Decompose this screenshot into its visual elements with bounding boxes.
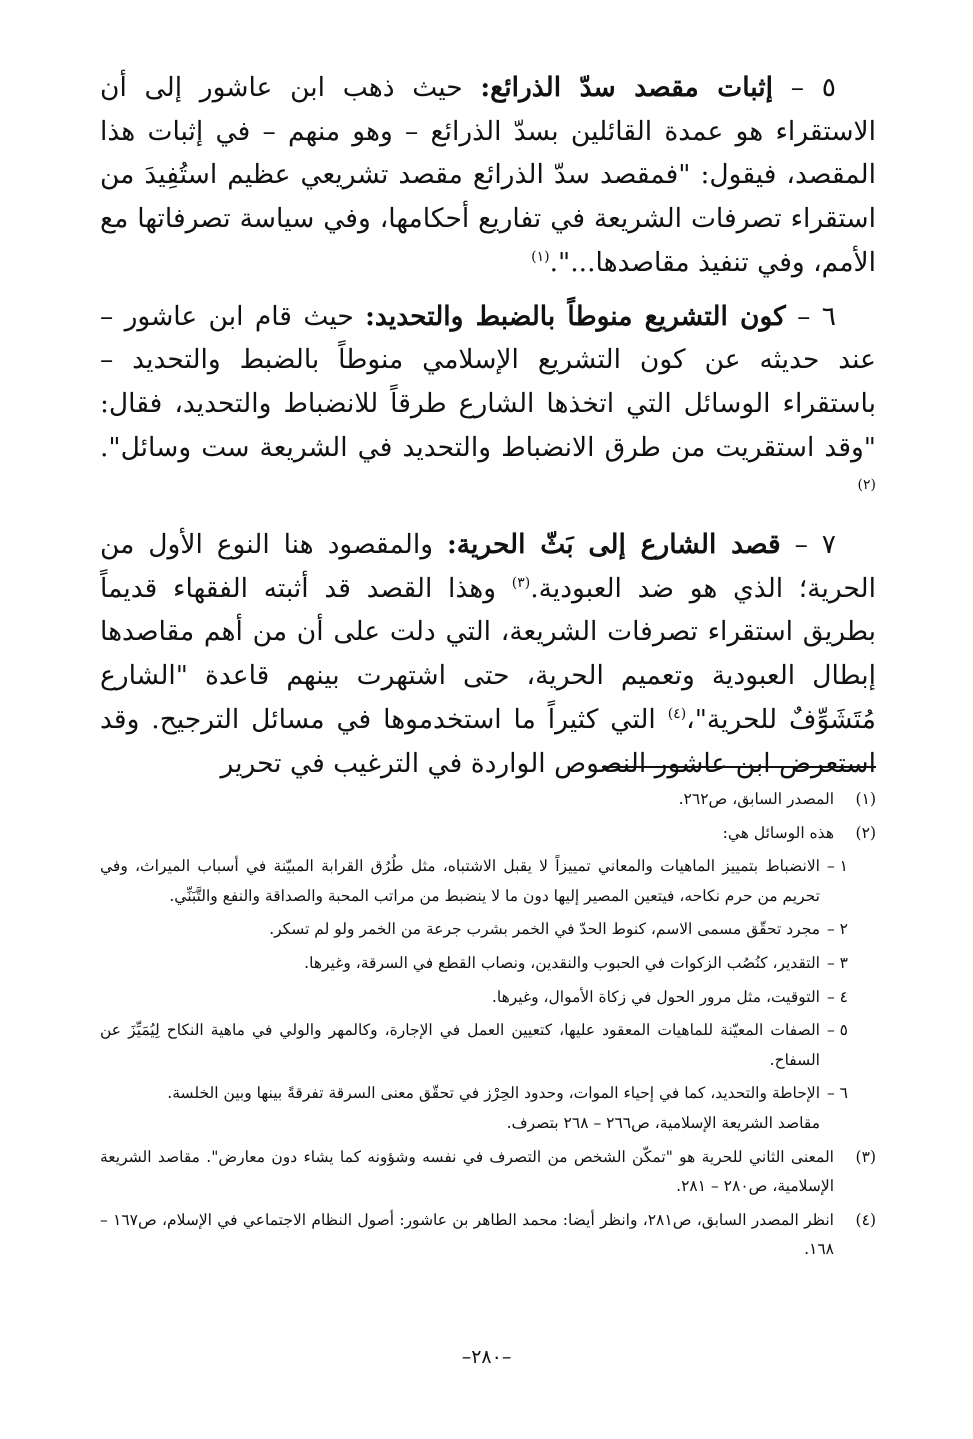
page-number: –٢٨٠– — [461, 1346, 512, 1368]
footnote-ref: (٤) — [667, 706, 687, 723]
paragraph-heading: قصد الشارع إلى بَثّ الحرية: — [446, 529, 781, 561]
footnote-list-item — [100, 852, 876, 911]
list-item-number: ٣ – — [826, 953, 848, 972]
footnote-number: (٣) — [855, 1147, 876, 1166]
list-item-number: ٤ – — [826, 987, 848, 1006]
list-item-text: الصفات المعيّنة للماهيات المعقود عليها، كتعيين العمل في الإجارة، وكالمهر والولي في ماهية النكاح لِيُمَيِّزَ عن السفاح. — [100, 1021, 820, 1069]
footnote-number: (١) — [855, 790, 876, 808]
footnote-4 — [100, 1206, 876, 1265]
paragraph-5 — [100, 66, 876, 285]
paragraph-text: وهذا القصد قد أثبته الفقهاء قديماً بطريق استقراء تصرفات الشريعة، التي دلت على أن من أهم مقاصدها إبطال العبودية وتعميم الحرية، حتى اشتهرت بينهم قاعدة "الشارع مُتَشَوِّفٌ للحرية"، — [100, 572, 876, 735]
footnote-2 — [100, 819, 876, 849]
footnotes — [100, 785, 876, 1269]
footnote-source: مقاصد الشريعة الإسلامية، ص٢٦٦ – ٢٦٨ بتصرف. — [506, 1113, 820, 1132]
footnote-list-item — [100, 949, 876, 979]
footnote-3 — [100, 1143, 876, 1202]
paragraph-text: حيث قام ابن عاشور – عند حديثه عن كون التشريع الإسلامي منوطاً بالضبط والتحديد – باستقراء الوسائل التي اتخذها الشارع طرقاً للانضباط والتحديد، فقال: "وقد استقريت من طرق الانضباط والتحديد في الشريعة ست وسائل". — [100, 300, 876, 463]
list-item-text: التقدير، كنُصُب الزكوات في الحبوب والنقدين، ونصاب القطع في السرقة، وغيرها. — [304, 953, 820, 972]
footnote-ref: (٢) — [857, 477, 876, 494]
list-item-text: الانضباط بتمييز الماهيات والمعاني تمييزاً لا يقبل الاشتباه، مثل طُرُق القرابة المبيّنة في أسباب الميراث، وفي تحريم من حرم نكاحه، فيتعين المصير إليها دون ما لا ينضبط من مراتب المحبة والصداقة والنفع والتَّبَنِّي. — [100, 857, 820, 905]
footnote-number: (٢) — [855, 823, 876, 842]
main-text — [100, 66, 876, 795]
list-item-number: ٥ – — [826, 1021, 848, 1040]
footnote-number: (٤) — [855, 1210, 876, 1229]
footnote-list-item — [100, 1079, 876, 1138]
paragraph-number: ٦ – — [797, 300, 836, 332]
footnote-list-item — [100, 1016, 876, 1075]
footnote-ref: (٣) — [511, 574, 531, 591]
paragraph-heading: كون التشريع منوطاً بالضبط والتحديد: — [365, 300, 786, 332]
list-item-text: التوقيت، مثل مرور الحول في زكاة الأموال، وغيرها. — [491, 987, 820, 1006]
footnote-ref: (١) — [531, 248, 550, 265]
footnote-1 — [100, 785, 876, 815]
paragraph-6 — [100, 295, 876, 514]
paragraph-text: حيث ذهب ابن عاشور إلى أن الاستقراء هو عمدة القائلين بسدّ الذرائع – وهو منهم – في إثبات هذا المقصد، فيقول: "فمقصد سدّ الذرائع مقصد تشريعي عظيم استُفِيدَ من استقراء تصرفات الشريعة في تفاريع أحكامها، وفي سياسة تصرفاتها مع الأمم، وفي تنفيذ مقاصدها...". — [100, 72, 876, 278]
paragraph-number: ٥ – — [790, 72, 836, 103]
footnote-divider — [602, 766, 876, 768]
footnote-text: المصدر السابق، ص٢٦٢. — [678, 790, 834, 808]
list-item-text: الإحاطة والتحديد، كما في إحياء الموات، وحدود الحِرْز في تحقّق معنى السرقة تفرقةً بينها وبين الخلسة. — [167, 1084, 820, 1103]
paragraph-heading: إثبات مقصد سدّ الذرائع: — [480, 72, 774, 103]
footnote-list-item — [100, 983, 876, 1013]
footnote-list-item — [100, 915, 876, 945]
footnote-text: انظر المصدر السابق، ص٢٨١، وانظر أيضا: محمد الطاهر بن عاشور: أصول النظام الاجتماعي في الإسلام، ص١٦٧ – ١٦٨. — [100, 1210, 834, 1259]
list-item-number: ٦ – — [826, 1084, 848, 1103]
footnote-text: المعنى الثاني للحرية هو "تمكّن الشخص من التصرف في نفسه وشؤونه كما يشاء دون معارض". مقاصد الشريعة الإسلامية، ص٢٨٠ – ٢٨١. — [100, 1147, 834, 1196]
list-item-number: ٢ – — [826, 920, 848, 939]
paragraph-text: والمقصود هنا النوع الأول من الحرية؛ الذي هو ضد العبودية. — [100, 529, 876, 604]
paragraph-number: ٧ – — [794, 529, 836, 561]
footnote-text: هذه الوسائل هي: — [722, 823, 834, 842]
list-item-number: ١ – — [826, 857, 848, 876]
paragraph-7 — [100, 523, 876, 785]
paragraph-text: التي كثيراً ما استخدموها في مسائل الترجيح. وقد استعرض ابن عاشور النصوص الواردة في الترغيب في تحرير — [100, 703, 876, 779]
list-item-text: مجرد تحقّق مسمى الاسم، كنوط الحدّ في الخمر بشرب جرعة من الخمر ولو لم تسكر. — [269, 920, 820, 939]
